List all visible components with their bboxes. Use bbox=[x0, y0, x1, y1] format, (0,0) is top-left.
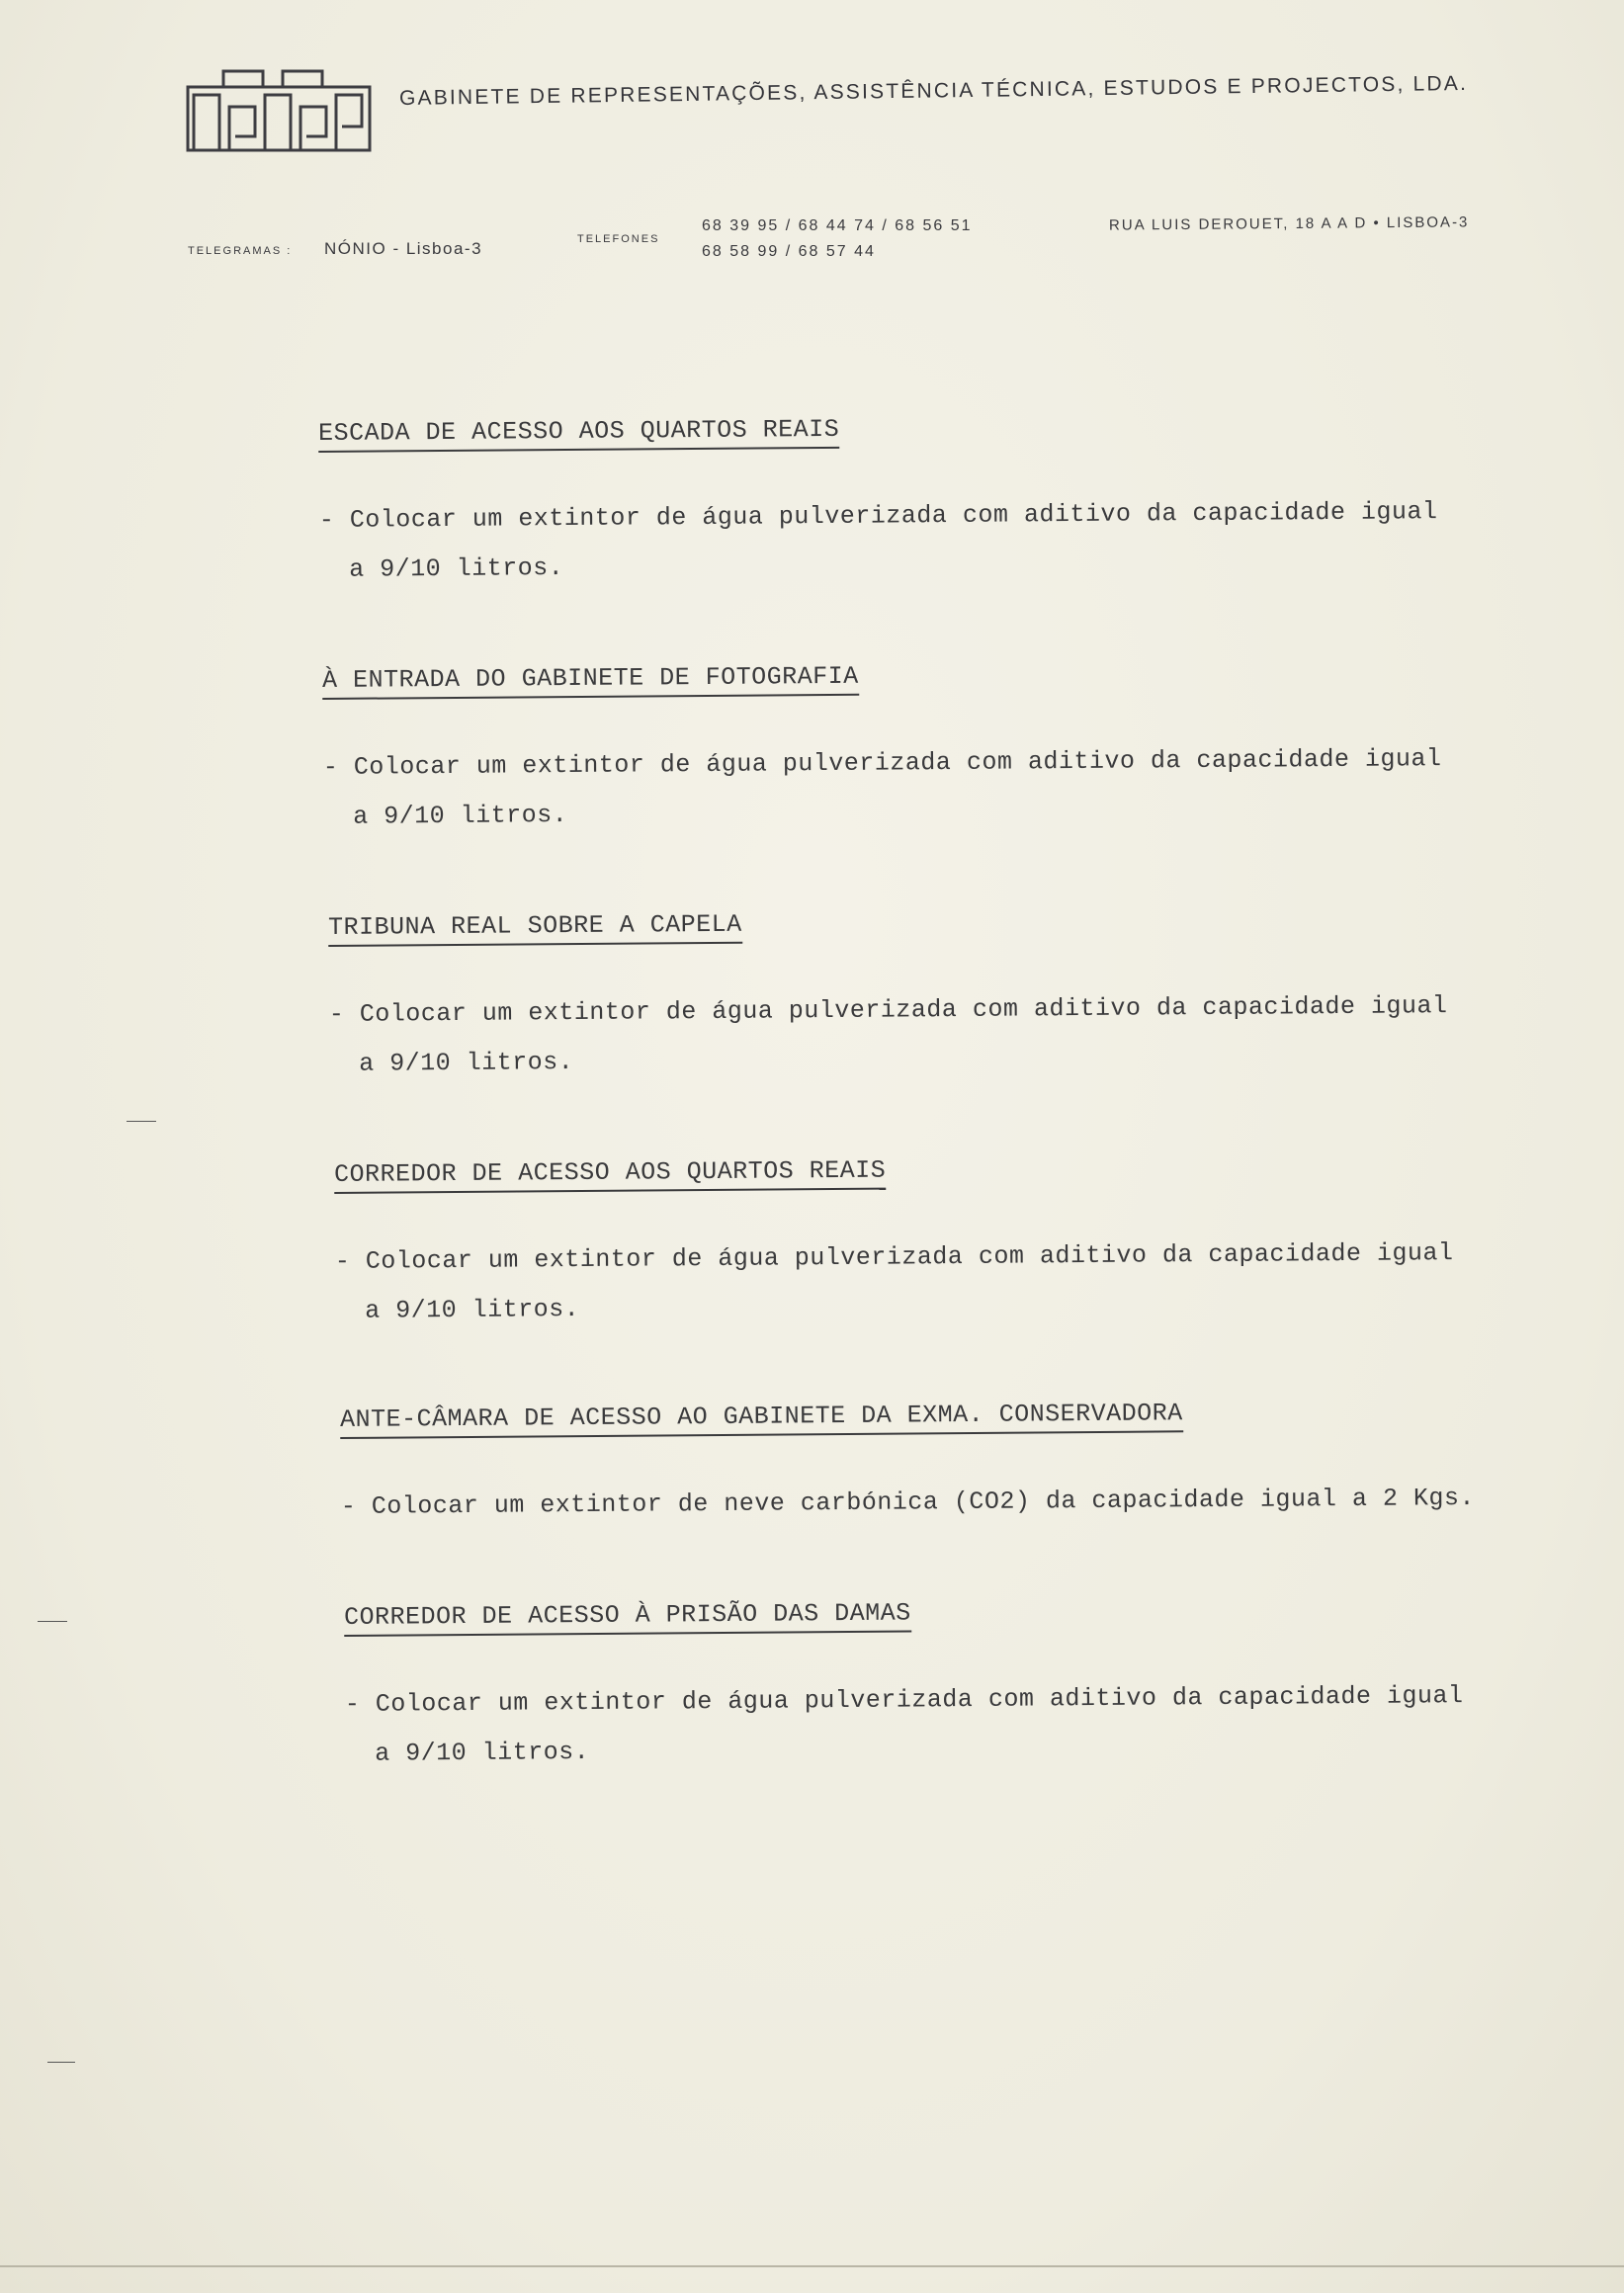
item-line-1: - Colocar um extintor de água pulverizada com aditivo da capacidade igual bbox=[318, 497, 1438, 535]
page-bottom-edge bbox=[0, 2265, 1624, 2267]
section-title: À ENTRADA DO GABINETE DE FOTOGRAFIA bbox=[322, 662, 859, 700]
item-line-1: - Colocar um extintor de água pulverizada com aditivo da capacidade igual bbox=[344, 1681, 1464, 1719]
section-title: TRIBUNA REAL SOBRE A CAPELA bbox=[328, 910, 742, 947]
section-item bbox=[329, 981, 1448, 1089]
section-item bbox=[335, 1229, 1454, 1336]
item-line-2: a 9/10 litros. bbox=[349, 553, 564, 584]
item-line-1: - Colocar um extintor de água pulverizada com aditivo da capacidade igual bbox=[322, 744, 1442, 782]
phone-line-2: 68 58 99 / 68 57 44 bbox=[702, 243, 876, 260]
company-logo bbox=[184, 67, 374, 162]
contact-row bbox=[188, 206, 1572, 275]
item-line-2: a 9/10 litros. bbox=[365, 1295, 580, 1325]
logo-frame bbox=[188, 87, 370, 150]
section-corredor-quartos bbox=[334, 1151, 1454, 1336]
section-escada bbox=[318, 410, 1438, 595]
margin-mark bbox=[127, 1121, 156, 1122]
phone-line-1: 68 39 95 / 68 44 74 / 68 56 51 bbox=[702, 217, 973, 234]
section-tribuna-real bbox=[328, 904, 1448, 1089]
section-title: CORREDOR DE ACESSO AOS QUARTOS REAIS bbox=[334, 1156, 886, 1194]
logo-glyph-n bbox=[194, 95, 255, 150]
address: RUA LUIS DEROUET, 18 A A D • LISBOA-3 bbox=[1108, 213, 1470, 234]
section-item bbox=[341, 1474, 1476, 1532]
margin-mark bbox=[47, 2062, 75, 2063]
section-ante-camara bbox=[340, 1397, 1475, 1532]
company-name: GABINETE DE REPRESENTAÇÕES, ASSISTÊNCIA TÉCNICA, ESTUDOS E PROJECTOS, LDA. bbox=[398, 71, 1469, 110]
section-item bbox=[319, 487, 1438, 595]
section-item bbox=[323, 734, 1442, 842]
item-line-2: a 9/10 litros. bbox=[359, 1048, 574, 1078]
telefones-label: TELEFONES bbox=[577, 233, 660, 245]
item-line-2: a 9/10 litros. bbox=[353, 801, 568, 831]
section-title: ESCADA DE ACESSO AOS QUARTOS REAIS bbox=[318, 415, 839, 453]
phone-numbers bbox=[702, 213, 973, 265]
section-entrada-fotografia bbox=[322, 657, 1442, 842]
section-title: CORREDOR DE ACESSO À PRISÃO DAS DAMAS bbox=[344, 1598, 911, 1637]
item-line-1: - Colocar um extintor de água pulverizada com aditivo da capacidade igual bbox=[334, 1238, 1454, 1276]
logo-top-marks bbox=[223, 71, 322, 87]
section-corredor-prisao bbox=[344, 1594, 1464, 1779]
item-line-1: - Colocar um extintor de neve carbónica (CO2) da capacidade igual a 2 Kgs. bbox=[340, 1483, 1476, 1521]
logo-glyph-i bbox=[336, 95, 362, 150]
margin-mark bbox=[38, 1621, 67, 1622]
logo-glyph-o bbox=[265, 95, 326, 150]
telegramas-value: NÓNIO - Lisboa-3 bbox=[324, 239, 483, 258]
telegramas-label: TELEGRAMAS : bbox=[188, 245, 293, 257]
section-item bbox=[345, 1671, 1464, 1779]
section-title: ANTE-CÂMARA DE ACESSO AO GABINETE DA EXMA. CONSERVADORA bbox=[340, 1399, 1183, 1439]
item-line-1: - Colocar um extintor de água pulverizada com aditivo da capacidade igual bbox=[328, 991, 1448, 1029]
item-line-2: a 9/10 litros. bbox=[375, 1738, 590, 1768]
